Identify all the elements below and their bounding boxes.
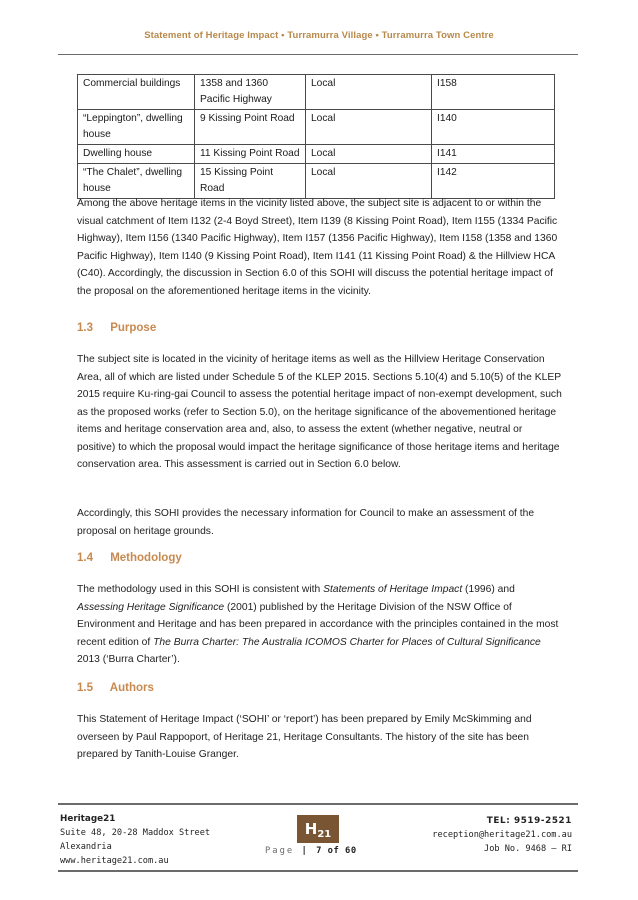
table-cell: 9 Kissing Point Road (195, 110, 306, 145)
logo-letter: H (304, 820, 318, 838)
table-cell: Local (306, 145, 432, 164)
table-cell: “Leppington”, dwelling house (78, 110, 195, 145)
footer-job-number: Job No. 9468 – RI (484, 844, 572, 854)
table-cell: Local (306, 110, 432, 145)
text-run: 2013 (‘Burra Charter’). (77, 654, 180, 665)
page-count: 7 of 60 (316, 846, 357, 856)
header-title: Statement of Heritage Impact • Turramurra Village • Turramurra Town Centre (144, 30, 494, 41)
table-cell: I158 (432, 75, 555, 110)
section-number: 1.3 (77, 322, 93, 334)
page-separator: | (301, 846, 309, 856)
heritage21-logo (297, 815, 339, 843)
footer-contact-right (432, 814, 572, 856)
footer-email-link[interactable]: reception@heritage21.com.au (432, 830, 572, 840)
footer-divider-top (58, 803, 578, 805)
footer-divider-bottom (58, 870, 578, 872)
table-cell: “The Chalet”, dwelling house (78, 164, 195, 199)
table-cell: I141 (432, 145, 555, 164)
footer-website-link[interactable]: www.heritage21.com.au (60, 856, 169, 866)
section-heading-methodology (77, 552, 182, 564)
section-number: 1.5 (77, 682, 93, 694)
footer-brand: Heritage21 (60, 814, 116, 824)
citation-title: Assessing Heritage Significance (77, 601, 225, 613)
table-cell: 11 Kissing Point Road (195, 145, 306, 164)
heritage-items-table (77, 74, 555, 199)
table-cell: Dwelling house (78, 145, 195, 164)
table-cell: 15 Kissing Point Road (195, 164, 306, 199)
citation-title: The Burra Charter: The Australia ICOMOS Charter for Places of Cultural Significance (153, 636, 541, 648)
footer-contact-left (60, 812, 210, 868)
section-heading-purpose (77, 322, 156, 334)
page-label: Page (265, 846, 295, 856)
footer-address-line: Suite 48, 20-28 Maddox Street (60, 828, 211, 838)
table-cell: 1358 and 1360 Pacific Highway (195, 75, 306, 110)
purpose-paragraph: The subject site is located in the vicinity of heritage items as well as the Hillview Heritage Conservation Area, all of which are listed under Schedule 5 of the KLEP 2015. Sections 5.10(4) and 5.10(5) of the KLEP 2015 require Ku-ring-gai Council to assess the potential heritage impact of non-exempt development, such as the proposed works (refer to Section 5.0), on the heritage significance of the abovementioned heritage items and heritage conservation area and, also, to assess the extent (whether negative, neutral or positive) to which the proposal would impact the heritage significance of those heritage items and heritage conservation area. This assessment is carried out in Section 6.0 below. (77, 354, 562, 470)
header-divider (58, 54, 578, 55)
table-row (78, 145, 555, 164)
logo-number: 21 (317, 829, 332, 840)
table-row (78, 110, 555, 145)
table-row (78, 164, 555, 199)
table-cell: Commercial buildings (78, 75, 195, 110)
section-title: Authors (109, 682, 154, 694)
text-run: The methodology used in this SOHI is consistent with (77, 584, 324, 595)
table-cell: I140 (432, 110, 555, 145)
purpose-paragraph-2: Accordingly, this SOHI provides the necessary information for Council to make an assessment of the proposal on heritage grounds. (77, 508, 535, 537)
table-cell: Local (306, 75, 432, 110)
text-run: (1996) and (462, 584, 515, 595)
methodology-paragraph (77, 581, 563, 669)
citation-title: Statements of Heritage Impact (323, 584, 463, 595)
section-number: 1.4 (77, 552, 93, 564)
section-heading-authors (77, 682, 154, 694)
table-cell: Local (306, 164, 432, 199)
authors-paragraph: This Statement of Heritage Impact (‘SOHI’ or ‘report’) has been prepared by Emily McSkimming and overseen by Paul Rappoport, of Heritage 21, Heritage Consultants. The history of the site has been prepared by Tanith-Louise Granger. (77, 714, 532, 760)
page-number (265, 846, 357, 856)
intro-paragraph: Among the above heritage items in the vicinity listed above, the subject site is adjacent to or within the visual catchment of Item I132 (2-4 Boyd Street), Item I139 (8 Kissing Point Road), Item I155 (1334 Pacific Highway), Item I156 (1340 Pacific Highway), Item I157 (1356 Pacific Highway), Item I158 (1358 and 1360 Pacific Highway), Item I140 (9 Kissing Point Road), Item I141 (11 Kissing Point Road) & the Hillview HCA (C40). Accordingly, the discussion in Section 6.0 of this SOHI will discuss the potential heritage impact of the proposal on the aforementioned heritage items in the vicinity. (77, 198, 558, 297)
section-title: Methodology (110, 552, 182, 564)
section-title: Purpose (110, 322, 157, 334)
footer-address-line: Alexandria (60, 842, 112, 852)
footer-telephone: TEL: 9519-2521 (486, 816, 572, 826)
table-cell: I142 (432, 164, 555, 199)
text-run: (2001) published by the Heritage Division of the NSW Office of Environment and Heritage and has been prepared in accordance with the principles contained in the most recent edition of (77, 601, 559, 648)
table-row (78, 75, 555, 110)
